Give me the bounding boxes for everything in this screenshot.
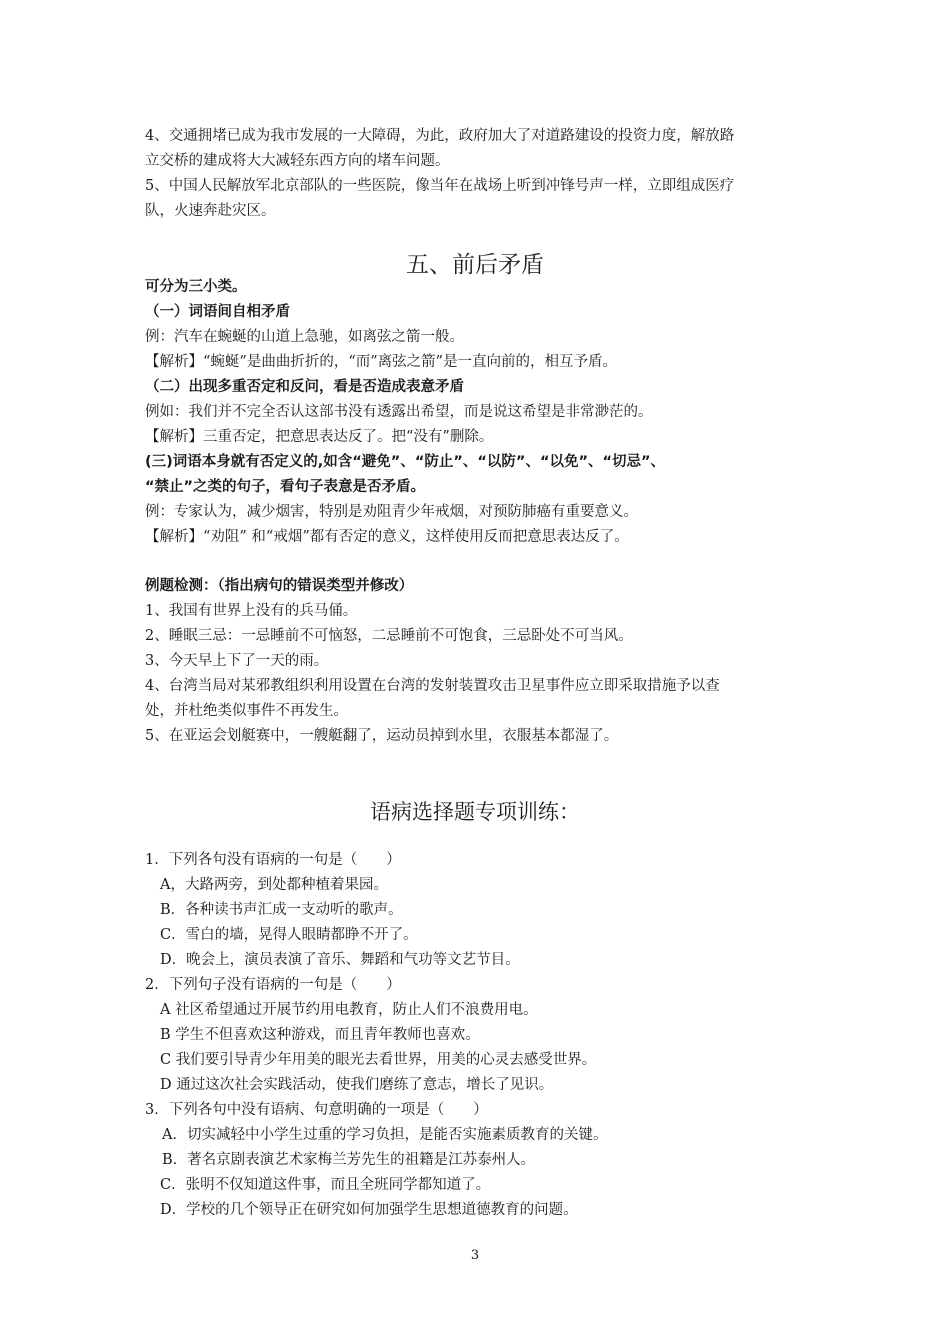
question-3-option-c: C．张明不仅知道这件事，而且全班同学都知道了。 — [160, 1177, 491, 1193]
question-3-option-b: B．著名京剧表演艺术家梅兰芳先生的祖籍是江苏泰州人。 — [162, 1152, 536, 1168]
example-item-5-line2: 队，火速奔赴灾区。 — [145, 203, 276, 219]
exercise-item: 3、今天早上下了一天的雨。 — [145, 653, 329, 669]
example-item-4-line2: 立交桥的建成将大大减轻东西方向的堵车问题。 — [145, 153, 450, 169]
subsection-3-analysis: 【解析】“劝阻” 和“戒烟”都有否定的意义，这样使用反而把意思表达反了。 — [145, 529, 629, 545]
question-2-option-b: B 学生不但喜欢这种游戏，而且青年教师也喜欢。 — [160, 1027, 480, 1043]
question-1-option-a: A，大路两旁，到处都种植着果园。 — [160, 877, 388, 893]
example-item-5-line1: 5、中国人民解放军北京部队的一些医院，像当年在战场上听到冲锋号声一样，立即组成医疗 — [145, 178, 735, 194]
question-2-option-d: D 通过这次社会实践活动，使我们磨练了意志，增长了见识。 — [160, 1077, 554, 1093]
example-item-4-line1: 4、交通拥堵已成为我市发展的一大障碍，为此，政府加大了对道路建设的投资力度，解放路 — [145, 128, 735, 144]
exercise-item: 1、我国有世界上没有的兵马俑。 — [145, 603, 358, 619]
question-3-option-a: A．切实减轻中小学生过重的学习负担，是能否实施素质教育的关键。 — [162, 1127, 608, 1143]
exercise-heading: 例题检测：（指出病句的错误类型并修改） — [145, 578, 414, 594]
question-2-option-c: C 我们要引导青少年用美的眼光去看世界，用美的心灵去感受世界。 — [160, 1052, 597, 1068]
section-title: 五、前后矛盾 — [406, 252, 544, 278]
question-3: 3．下列各句中没有语病、句意明确的一项是（ ） — [145, 1102, 488, 1118]
subsection-3-example: 例：专家认为，减少烟害，特别是劝阻青少年戒烟，对预防肺癌有重要意义。 — [145, 504, 638, 520]
subsection-1-analysis: 【解析】“蜿蜒”是曲曲折折的，“而”离弦之箭”是一直向前的，相互予盾。 — [145, 354, 618, 370]
question-1-option-d: D．晚会上，演员表演了音乐、舞蹈和气功等文艺节目。 — [160, 952, 520, 968]
page-number: 3 — [470, 1248, 480, 1263]
section-intro: 可分为三小类。 — [145, 279, 247, 295]
subsection-1-title: （一）词语间自相矛盾 — [145, 304, 290, 320]
question-3-option-d: D．学校的几个领导正在研究如何加强学生思想道德教育的问题。 — [160, 1202, 578, 1218]
training-title: 语病选择题专项训练： — [370, 800, 580, 824]
question-2-option-a: A 社区希望通过开展节约用电教育，防止人们不浪费用电。 — [160, 1002, 538, 1018]
question-2: 2．下列句子没有语病的一句是（ ） — [145, 977, 401, 993]
question-1-option-b: B．各种读书声汇成一支动听的歌声。 — [160, 902, 403, 918]
subsection-2-example: 例如：我们并不完全否认这部书没有透露出希望，而是说这希望是非常渺茫的。 — [145, 404, 653, 420]
subsection-2-analysis: 【解析】三重否定，把意思表达反了。把“没有”删除。 — [145, 429, 494, 445]
subsection-1-example: 例：汽车在蜿蜒的山道上急驰，如离弦之箭一般。 — [145, 329, 464, 345]
exercise-item: 4、台湾当局对某邪教组织利用设置在台湾的发射装置攻击卫星事件应立即采取措施予以查 — [145, 678, 720, 694]
subsection-3-title-line1: (三)词语本身就有否定义的,如含“避免”、“防止”、“以防”、“以免”、“切忌”、 — [145, 454, 666, 470]
exercise-item: 2、睡眠三忌：一忌睡前不可恼怒，二忌睡前不可饱食，三忌卧处不可当风。 — [145, 628, 633, 644]
question-1-option-c: C．雪白的墙，晃得人眼睛都睁不开了。 — [160, 927, 418, 943]
exercise-item: 处，并杜绝类似事件不再发生。 — [145, 703, 348, 719]
question-1: 1．下列各句没有语病的一句是（ ） — [145, 852, 401, 868]
subsection-2-title: （二）出现多重否定和反问，看是否造成表意矛盾 — [145, 379, 464, 395]
exercise-item: 5、在亚运会划艇赛中，一艘艇翻了，运动员掉到水里，衣服基本都湿了。 — [145, 728, 619, 744]
subsection-3-title-line2: “禁止”之类的句子，看句子表意是否矛盾。 — [145, 479, 426, 495]
